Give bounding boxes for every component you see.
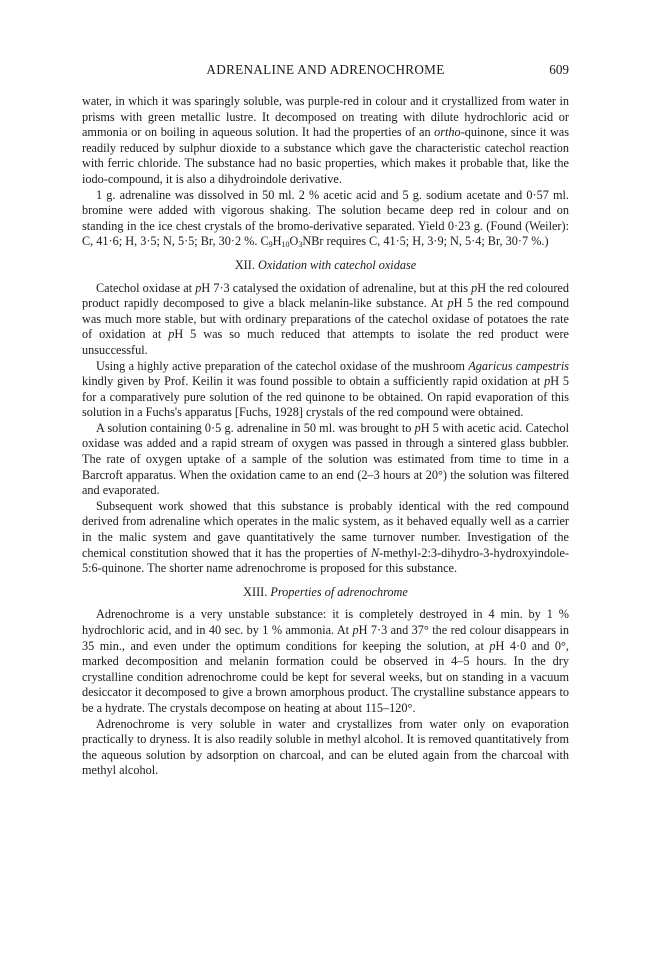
paragraph-procedure: A solution containing 0·5 g. adrenaline in 50 ml. was brought to pH 5 with acetic acid. Catechol oxidase was added and a rapid stream of oxygen was passed in through a sintered glass bubbler. The rate of oxygen uptake of a sample of the solution was estimated from time to time in a Barcroft apparatus. When the oxidation came to an end (2–3 hours at 20°) the solution was filtered and evaporated. bbox=[82, 420, 569, 498]
paragraph-mushroom-oxidase: Using a highly active preparation of the catechol oxidase of the mushroom Agaricus campestris kindly given by Prof. Keilin it was found possible to obtain a sufficiently rapid oxidation at pH 5 for a comparatively pure solution of the red quinone to be obtained. On rapid evaporation of this solution in a Fuchs's apparatus [Fuchs, 1928] crystals of the red compound were obtained. bbox=[82, 358, 569, 420]
article-body bbox=[82, 94, 569, 779]
paragraph-bromo-derivative: 1 g. adrenaline was dissolved in 50 ml. 2 % acetic acid and 5 g. sodium acetate and 0·57 ml. bromine were added with vigorous shaking. The solution became deep red in colour and on standing in the ice chest crystals of the bromo-derivative separated. Yield 0·23 g. (Found (Weiler): C, 41·6; H, 3·5; N, 5·5; Br, 30·2 %. $C_9H_{10}O_3NBr$ requires C, 41·5; H, 3·9; N, 5·4; Br, 30·7 %.) bbox=[82, 187, 569, 250]
section-title: Oxidation with catechol oxidase bbox=[257, 257, 417, 272]
section-heading-xiii bbox=[82, 585, 569, 601]
paragraph-continuation: water, in which it was sparingly soluble, was purple-red in colour and it crystallized from water in prisms with green metallic lustre. It decomposed on treating with dilute hydrochloric acid or ammonia or on boiling in aqueous solution. It had the properties of an ortho-quinone, since it was readily reduced by sulphur dioxide to a substance which gave the characteristic catechol reaction with ferric chloride. The substance had no basic properties, which makes it probable that, like the iodo-compound, it is also a dihydroindole derivative. bbox=[82, 94, 570, 186]
paragraph-identification: Subsequent work showed that this substance is probably identical with the red compound derived from adrenaline which operates in the malic system, as it behaved equally well as a carrier in the malic system and gave quantitatively the same turnover number. Investigation of the chemical constitution showed that it has the properties of N-methyl-2:3-dihydro-3-hydroxyindole-5:6-quinone. The shorter name adrenochrome is proposed for this substance. bbox=[82, 498, 569, 576]
section-number: XIII. bbox=[243, 584, 268, 599]
paragraph-stability: Adrenochrome is a very unstable substance: it is completely destroyed in 4 min. by 1 % hydrochloric acid, and in 40 sec. by 1 % ammonia. At pH 7·3 and 37° the red colour disappears in 35 min., and even under the optimum conditions for keeping the solution, at pH 4·0 and 0°, marked decomposition and melanin formation could be observed in 4–5 hours. In the dry crystalline condition adrenochrome could be kept for several weeks, but on standing in a vacuum desiccator it decomposed to give a brown amorphous product. The crystalline substance appears to be a hydrate. The crystals decompose on heating at about 115–120°. bbox=[82, 607, 569, 715]
running-header bbox=[82, 62, 569, 82]
paragraph-catechol-oxidase: Catechol oxidase at pH 7·3 catalysed the oxidation of adrenaline, but at this pH the red coloured product rapidly decomposed to give a black melanin-like substance. At pH 5 the red compound was much more stable, but with ordinary preparations of the catechol oxidase of potatoes the rate of oxidation at pH 5 was so much reduced that attempts to isolate the red product were unsuccessful. bbox=[82, 280, 570, 357]
page-number: 609 bbox=[549, 62, 569, 77]
running-title: ADRENALINE AND ADRENOCHROME bbox=[206, 62, 445, 77]
section-title: Properties of adrenochrome bbox=[270, 584, 408, 599]
section-heading-xii bbox=[82, 258, 569, 274]
paragraph-solubility: Adrenochrome is very soluble in water and crystallizes from water only on evaporation practically to dryness. It is also readily soluble in methyl alcohol. It is removed quantitatively from the aqueous solution by adsorption on charcoal, and can be eluted again from the charcoal with methyl alcohol. bbox=[82, 716, 569, 778]
section-number: XII. bbox=[234, 257, 255, 272]
